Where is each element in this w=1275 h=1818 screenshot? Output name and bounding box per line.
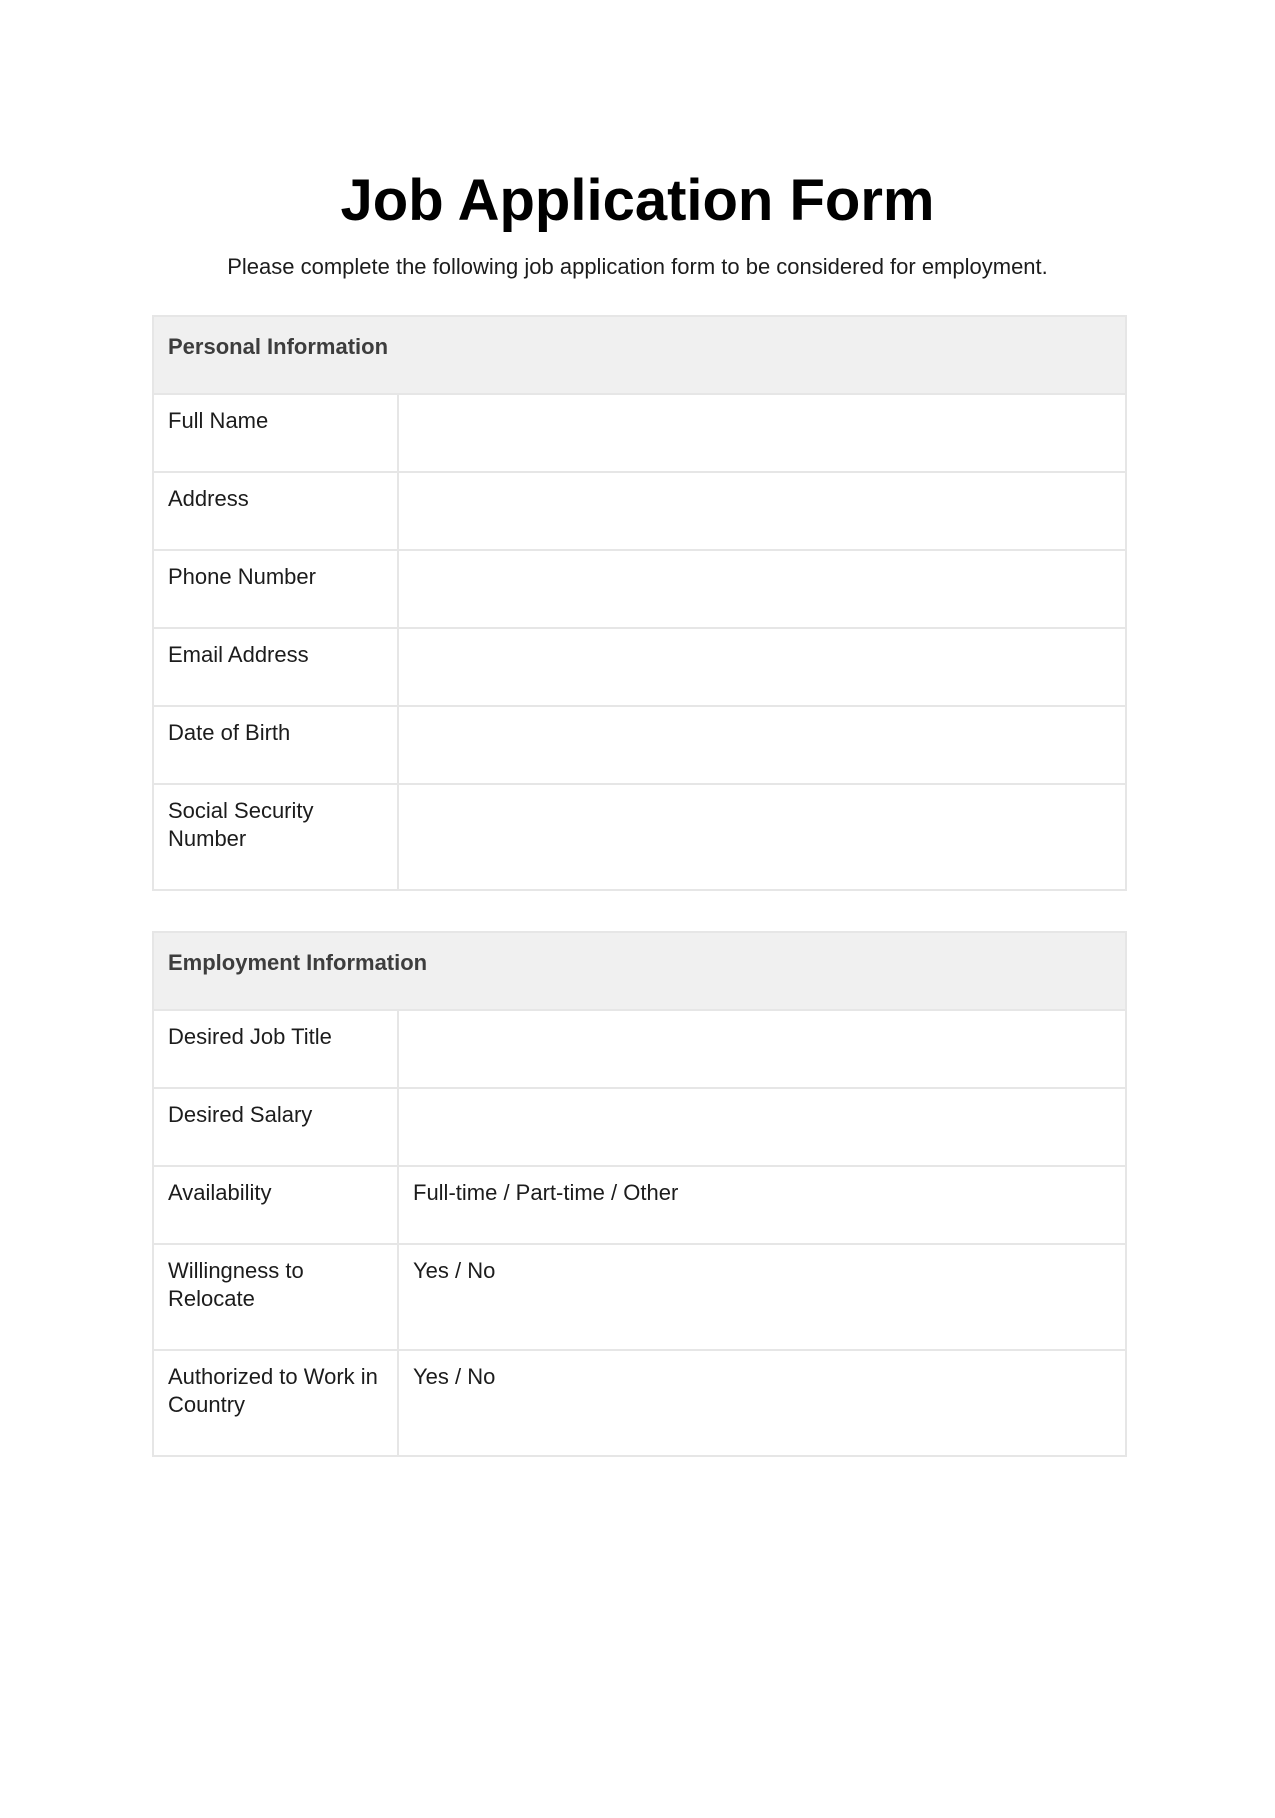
table-row: [153, 394, 1126, 472]
field-label-willingness-to-relocate: Willingness to Relocate: [153, 1244, 398, 1350]
table-row: [153, 1350, 1126, 1456]
table-row: [153, 1244, 1126, 1350]
field-label-availability: Availability: [153, 1166, 398, 1244]
table-row: [153, 472, 1126, 550]
document-page: [0, 168, 1275, 1457]
table-row: [153, 1166, 1126, 1244]
field-label-phone-number: Phone Number: [153, 550, 398, 628]
field-label-email-address: Email Address: [153, 628, 398, 706]
field-label-authorized-to-work-in-country: Authorized to Work in Country: [153, 1350, 398, 1456]
field-value-phone-number[interactable]: [398, 550, 1126, 628]
section-heading-employment-information: Employment Information: [153, 932, 1126, 1010]
field-label-desired-job-title: Desired Job Title: [153, 1010, 398, 1088]
section-header-row: [153, 316, 1126, 394]
field-value-full-name[interactable]: [398, 394, 1126, 472]
field-label-full-name: Full Name: [153, 394, 398, 472]
field-value-email-address[interactable]: [398, 628, 1126, 706]
personal-information-table: [152, 315, 1127, 891]
table-row: [153, 1088, 1126, 1166]
section-heading-personal-information: Personal Information: [153, 316, 1126, 394]
field-value-authorized-to-work-in-country[interactable]: Yes / No: [398, 1350, 1126, 1456]
employment-information-table: [152, 931, 1127, 1457]
field-label-desired-salary: Desired Salary: [153, 1088, 398, 1166]
field-label-social-security-number: Social Security Number: [153, 784, 398, 890]
page-subtitle: Please complete the following job application form to be considered for employment.: [227, 253, 1048, 279]
table-row: [153, 1010, 1126, 1088]
table-row: [153, 706, 1126, 784]
field-value-availability[interactable]: Full-time / Part-time / Other: [398, 1166, 1126, 1244]
field-value-desired-salary[interactable]: [398, 1088, 1126, 1166]
field-value-social-security-number[interactable]: [398, 784, 1126, 890]
table-row: [153, 550, 1126, 628]
field-label-date-of-birth: Date of Birth: [153, 706, 398, 784]
field-label-address: Address: [153, 472, 398, 550]
page-title: Job Application Form: [340, 168, 935, 233]
table-row: [153, 784, 1126, 890]
section-header-row: [153, 932, 1126, 1010]
table-row: [153, 628, 1126, 706]
field-value-willingness-to-relocate[interactable]: Yes / No: [398, 1244, 1126, 1350]
field-value-date-of-birth[interactable]: [398, 706, 1126, 784]
field-value-desired-job-title[interactable]: [398, 1010, 1126, 1088]
field-value-address[interactable]: [398, 472, 1126, 550]
